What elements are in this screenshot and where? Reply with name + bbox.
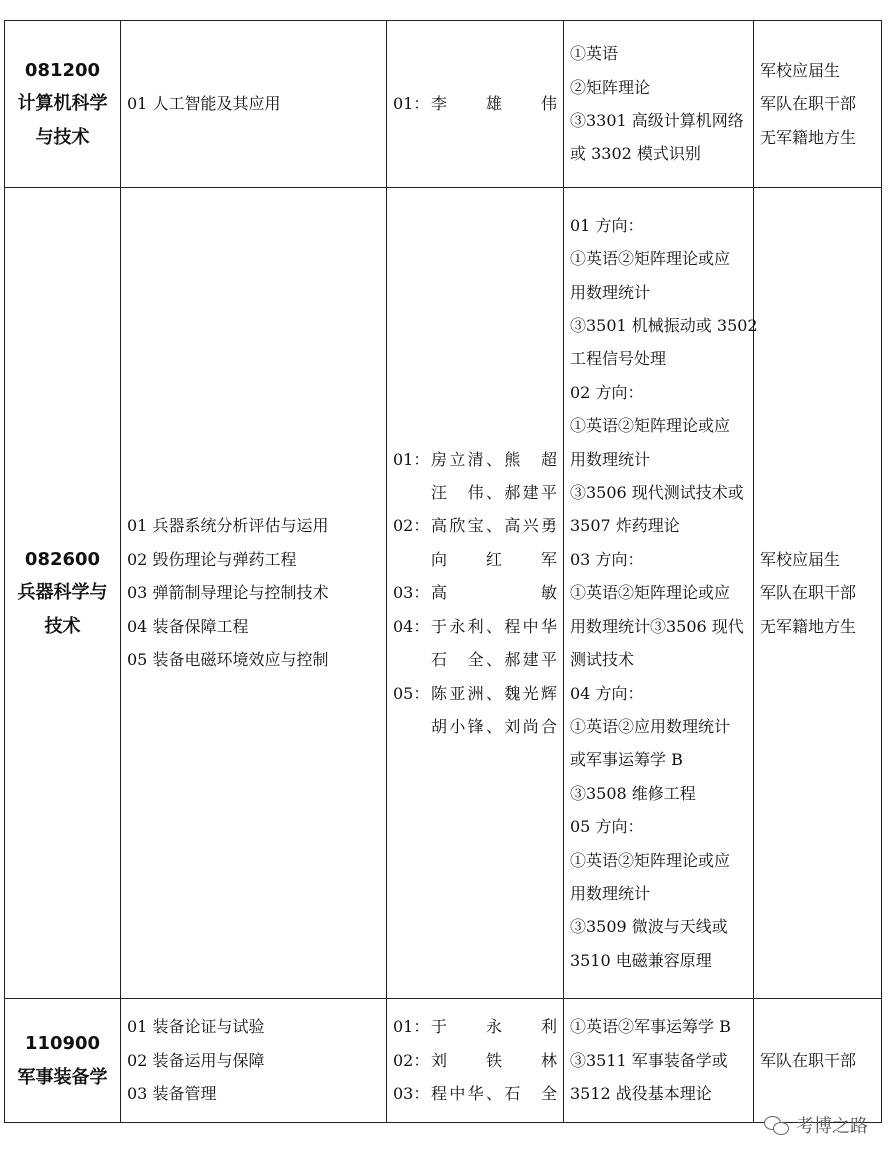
major-line: 081200 bbox=[24, 59, 101, 81]
supervisor-name-line: 陈亚洲、魏光辉 bbox=[431, 683, 557, 703]
exam-line: 工程信号处理 bbox=[570, 349, 667, 369]
admission-line: 军校应届生 bbox=[760, 549, 841, 569]
direction-line: 01 兵器系统分析评估与运用 bbox=[127, 516, 329, 536]
supervisors-cell bbox=[387, 999, 564, 1123]
supervisor-names bbox=[431, 677, 557, 744]
admission-line: 无军籍地方生 bbox=[760, 616, 857, 636]
direction-line: 02 毁伤理论与弹药工程 bbox=[127, 549, 297, 569]
direction-line: 04 装备保障工程 bbox=[127, 616, 249, 636]
direction-line: 01 人工智能及其应用 bbox=[127, 94, 281, 114]
exam-line: 或军事运筹学 B bbox=[570, 750, 683, 770]
major-line: 与技术 bbox=[35, 126, 90, 148]
exams-cell bbox=[564, 21, 754, 188]
major-cell bbox=[5, 21, 121, 188]
exam-line: ③3301 高级计算机网络 bbox=[570, 111, 744, 130]
major-line: 计算机科学 bbox=[17, 93, 108, 115]
supervisor-name-line: 于永利 bbox=[431, 1017, 557, 1037]
supervisor-name-line: 高 敏 bbox=[431, 583, 557, 603]
supervisor-group bbox=[393, 1010, 557, 1043]
supervisor-names bbox=[431, 610, 557, 677]
supervisor-group bbox=[393, 443, 557, 510]
supervisor-direction-number: 05： bbox=[393, 683, 430, 703]
supervisor-group bbox=[393, 1077, 557, 1110]
supervisor-name-line: 高欣宝、高兴勇 bbox=[431, 516, 557, 536]
exam-line: 测试技术 bbox=[570, 650, 635, 670]
exam-line: 05 方向： bbox=[570, 817, 644, 837]
exam-line: 3507 炸药理论 bbox=[570, 516, 680, 536]
supervisor-group bbox=[393, 610, 557, 677]
exam-line: 04 方向： bbox=[570, 683, 644, 703]
major-line: 军事装备学 bbox=[17, 1066, 108, 1088]
exam-line: 用数理统计 bbox=[570, 883, 651, 903]
admission-cell bbox=[754, 21, 882, 188]
program-table bbox=[4, 20, 882, 1123]
supervisor-name-line: 房立清、熊 超 bbox=[431, 449, 557, 469]
direction-line: 01 装备论证与试验 bbox=[127, 1017, 265, 1037]
supervisor-name-line: 刘铁林 bbox=[431, 1050, 557, 1070]
exam-line: 01 方向： bbox=[570, 215, 644, 235]
exam-line: ①英语②矩阵理论或应 bbox=[570, 249, 731, 269]
exam-line: ③3511 军事装备学或 bbox=[570, 1050, 728, 1070]
exam-line: 3510 电磁兼容原理 bbox=[570, 950, 712, 970]
direction-line: 02 装备运用与保障 bbox=[127, 1050, 265, 1070]
supervisor-name-line: 向红军 bbox=[431, 549, 557, 569]
supervisor-name-line: 李雄伟 bbox=[431, 94, 557, 114]
supervisor-names bbox=[431, 1044, 557, 1077]
exam-line: 用数理统计③3506 现代 bbox=[570, 616, 744, 636]
supervisor-names bbox=[431, 1010, 557, 1043]
supervisor-direction-number: 04： bbox=[393, 616, 430, 636]
supervisor-group bbox=[393, 576, 557, 609]
supervisor-direction-number: 02： bbox=[393, 516, 430, 536]
supervisor-name-line: 胡小锋、刘尚合 bbox=[431, 716, 557, 736]
supervisors-cell bbox=[387, 188, 564, 999]
directions-cell bbox=[121, 21, 387, 188]
table-row bbox=[5, 188, 882, 999]
watermark bbox=[764, 1112, 868, 1138]
admission-cell bbox=[754, 188, 882, 999]
admission-line: 军队在职干部 bbox=[760, 583, 857, 603]
directions-cell bbox=[121, 188, 387, 999]
table-row bbox=[5, 999, 882, 1123]
exams-cell bbox=[564, 188, 758, 999]
exam-line: 或 3302 模式识别 bbox=[570, 144, 701, 164]
admission-line: 军校应届生 bbox=[760, 60, 841, 80]
supervisor-names bbox=[431, 1077, 557, 1110]
exam-line: ①英语②矩阵理论或应 bbox=[570, 583, 731, 603]
supervisor-name-line: 于永利、程中华 bbox=[431, 616, 557, 636]
supervisor-direction-number: 03： bbox=[393, 1084, 430, 1104]
supervisor-group bbox=[393, 509, 557, 576]
admission-line: 军队在职干部 bbox=[760, 1050, 857, 1070]
exam-line: ①英语 bbox=[570, 44, 619, 64]
supervisor-direction-number: 01： bbox=[393, 1017, 430, 1037]
exam-line: ②矩阵理论 bbox=[570, 77, 651, 97]
supervisor-name-line: 汪 伟、郝建平 bbox=[431, 483, 557, 503]
supervisor-direction-number: 02： bbox=[393, 1050, 430, 1070]
supervisor-group bbox=[393, 1044, 557, 1077]
directions-cell bbox=[121, 999, 387, 1123]
watermark-text: 考博之路 bbox=[796, 1116, 868, 1137]
admission-line: 军队在职干部 bbox=[760, 94, 857, 114]
exam-line: 用数理统计 bbox=[570, 282, 651, 302]
exam-line: 03 方向： bbox=[570, 549, 644, 569]
supervisor-names bbox=[431, 576, 557, 609]
exam-line: ①英语②矩阵理论或应 bbox=[570, 850, 731, 870]
direction-line: 03 弹箭制导理论与控制技术 bbox=[127, 583, 329, 603]
supervisor-names bbox=[431, 87, 557, 120]
exam-line: ③3508 维修工程 bbox=[570, 783, 696, 803]
major-line: 技术 bbox=[44, 615, 81, 637]
major-line: 兵器科学与 bbox=[17, 582, 108, 604]
direction-line: 05 装备电磁环境效应与控制 bbox=[127, 650, 329, 670]
exam-line: 3512 战役基本理论 bbox=[570, 1084, 712, 1104]
supervisor-name-line: 程中华、石 全 bbox=[431, 1084, 557, 1104]
wechat-icon bbox=[764, 1114, 790, 1136]
direction-line: 03 装备管理 bbox=[127, 1084, 217, 1104]
supervisor-names bbox=[431, 509, 557, 576]
major-cell bbox=[5, 999, 121, 1123]
supervisor-name-line: 石 全、郝建平 bbox=[431, 650, 557, 670]
exam-line: ③3509 微波与天线或 bbox=[570, 917, 728, 937]
exam-line: 用数理统计 bbox=[570, 449, 651, 469]
supervisor-names bbox=[431, 443, 557, 510]
exam-line: ①英语②矩阵理论或应 bbox=[570, 416, 731, 436]
admission-line: 无军籍地方生 bbox=[760, 127, 857, 147]
exam-line: ①英语②应用数理统计 bbox=[570, 716, 731, 736]
supervisor-group bbox=[393, 677, 557, 744]
supervisors-cell bbox=[387, 21, 564, 188]
supervisor-direction-number: 01： bbox=[393, 449, 430, 469]
supervisor-direction-number: 03： bbox=[393, 583, 430, 603]
admission-cell bbox=[754, 999, 882, 1123]
major-line: 082600 bbox=[24, 548, 101, 570]
supervisor-direction-number: 01： bbox=[393, 94, 430, 114]
table-row bbox=[5, 21, 882, 188]
major-line: 110900 bbox=[24, 1033, 101, 1055]
exams-cell bbox=[564, 999, 754, 1123]
supervisor-group bbox=[393, 87, 557, 120]
exam-line: ③3506 现代测试技术或 bbox=[570, 483, 744, 503]
major-cell bbox=[5, 188, 121, 999]
exam-line: ③3501 机械振动或 3502 bbox=[570, 316, 758, 336]
exam-line: 02 方向： bbox=[570, 382, 644, 402]
exam-line: ①英语②军事运筹学 B bbox=[570, 1017, 731, 1037]
